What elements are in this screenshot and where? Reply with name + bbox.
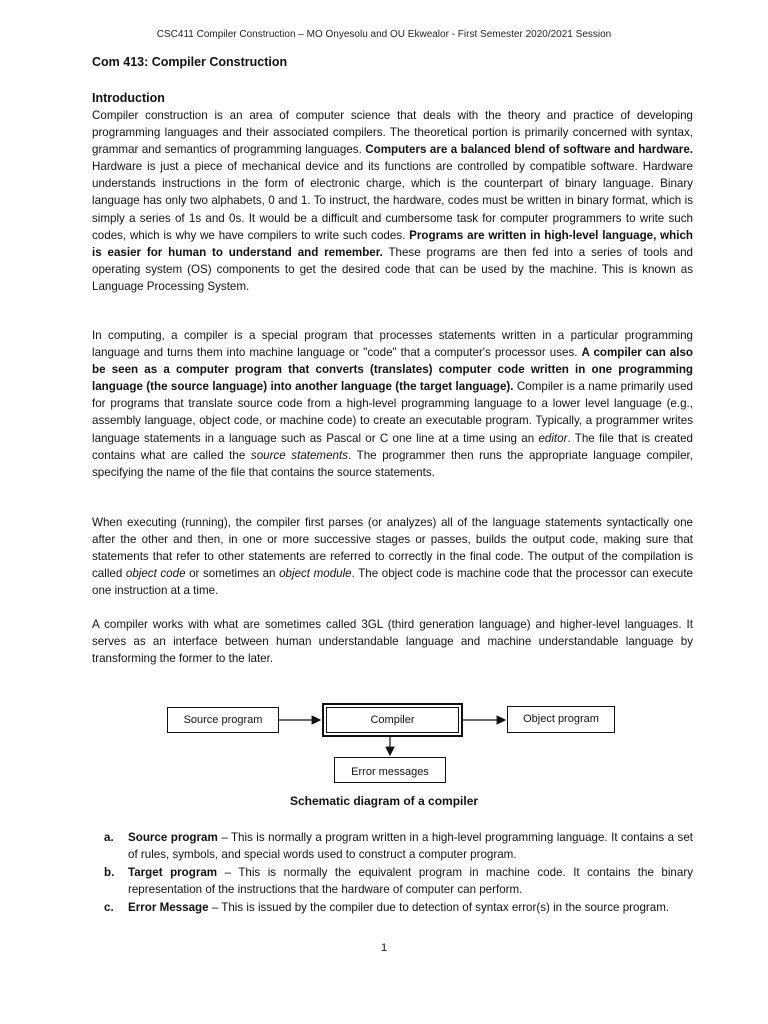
definition-item (92, 829, 693, 863)
definitions-list (92, 829, 693, 917)
intro-paragraph-3: When executing (running), the compiler first parses (or analyzes) all of the language statements syntactically one after the other and then, in one or more successive stages or passes, builds the output code, making sure that statements that refer to other statements are referred to correctly in the final code. The output of the compilation is called object code or sometimes an object module. The object code is machine code that the processor can execute one instruction at a time. (92, 516, 694, 598)
list-marker: b. (104, 866, 115, 880)
error-messages-box: Error messages (334, 757, 446, 783)
intro-paragraph-2: In computing, a compiler is a special program that processes statements written in a particular programming language and turns them into machine language or "code" that a computer's processor uses. A compiler can also be seen as a computer program that converts (translates) computer code written in one programming language (the source language) into another language (the target language). Compiler is a name primarily used for programs that translate source code from a high-level programming language to a lower level language (e.g., assembly language, object code, or machine code) to create an executable program. Typically, a programmer writes language statements in a language such as Pascal or C one line at a time using an editor. The file that is created contains what are called the source statements. The programmer then runs the appropriate language compiler, specifying the name of the file that contains the source statements. (92, 329, 694, 479)
definition-item (92, 899, 693, 916)
intro-paragraph-4: A compiler works with what are sometimes called 3GL (third generation language) and higher-level languages. It serves as an interface between human understandable language and machine understandable language by transforming the former to the later. (92, 618, 693, 666)
definition-text: – This is normally a program written in a high-level programming language. It contains a set of rules, symbols, and special words used to construct a computer program. (128, 831, 693, 862)
intro-paragraph-1: Compiler construction is an area of computer science that deals with the theory and practice of developing programming languages and their associated compilers. The theoretical portion is primarily concerned with syntax, grammar and semantics of programming languages. Computers are a balanced blend of software and hardware. Hardware is just a piece of mechanical device and its functions are controlled by compatible software. Hardware understands instructions in the form of electronic charge, which is the counterpart of binary language. Binary language has only two alphabets, 0 and 1. To instruct, the hardware, codes must be written in binary format, which is simply a series of 1s and 0s. It would be a difficult and cumbersome task for computer programmers to write such codes, which is why we have compilers to write such codes. Programs are written in high-level language, which is easier for human to understand and remember. These programs are then fed into a series of tools and operating system (OS) components to get the desired code that can be used by the machine. This is known as Language Processing System. (92, 109, 693, 293)
running-header: CSC411 Compiler Construction – MO Onyesolu and OU Ekwealor - First Semester 2020/2021 Session (156, 29, 612, 40)
object-program-box: Object program (507, 706, 615, 733)
compiler-box-label: Compiler (326, 707, 459, 733)
definition-term: Error Message (128, 901, 209, 915)
diagram-caption: Schematic diagram of a compiler (289, 794, 479, 808)
definition-text: – This is normally the equivalent program in machine code. It contains the binary representation of the instructions that the hardware of computer can perform. (128, 866, 693, 897)
definition-text: – This is issued by the compiler due to detection of syntax error(s) in the source program. (208, 901, 670, 915)
definition-item (92, 864, 693, 898)
section-title: Introduction (92, 91, 165, 105)
definition-term: Target program (128, 866, 218, 880)
page-number: 1 (380, 942, 388, 954)
course-title: Com 413: Compiler Construction (92, 55, 288, 69)
list-marker: c. (104, 901, 114, 915)
compiler-schematic-diagram (0, 700, 768, 790)
source-program-box: Source program (167, 707, 279, 733)
definition-term: Source program (128, 831, 218, 844)
list-marker: a. (104, 831, 114, 844)
compiler-box (322, 703, 463, 737)
